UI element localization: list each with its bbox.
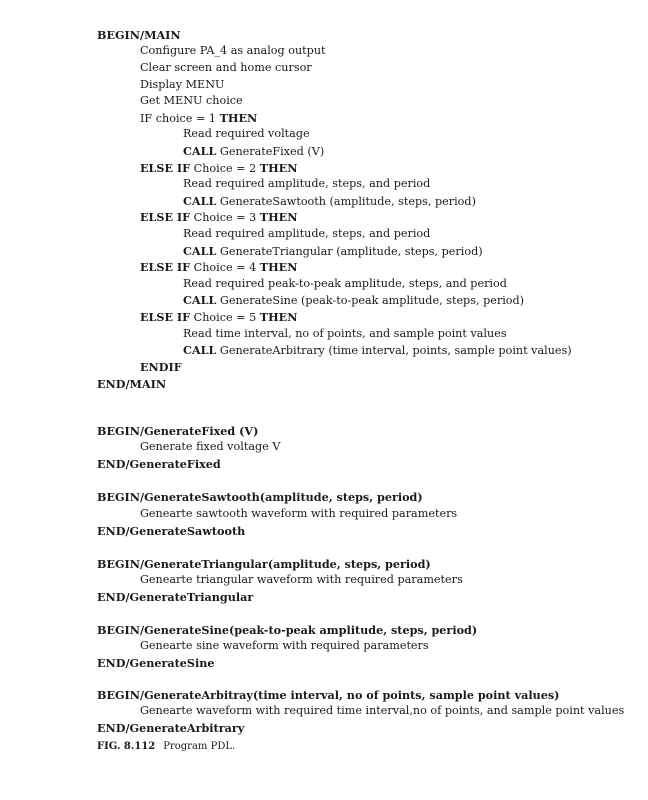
main-end: END/MAIN [97,377,167,391]
arbitrary-end: END/GenerateArbitrary [97,721,245,735]
elseif-choice-2 [140,161,297,176]
then-keyword: THEN [259,310,298,324]
main-configure: Configure PA_4 as analog output [140,44,326,57]
sine-body: Genearte sine waveform with required parameters [140,639,429,652]
call-target: GenerateSawtooth (amplitude, steps, period) [219,195,476,208]
call-fixed [183,144,324,159]
call-arbitrary [183,343,572,358]
then-keyword: THEN [259,260,298,274]
sine-end: END/GenerateSine [97,656,215,670]
arbitrary-begin: BEGIN/GenerateArbitray(time interval, no of points, sample point values) [97,688,560,702]
call-keyword: CALL [183,343,217,357]
elseif-condition: Choice = 5 [193,311,257,324]
if-keyword: IF [140,112,153,125]
main-display: Display MENU [140,78,225,91]
sawtooth-begin: BEGIN/GenerateSawtooth(amplitude, steps, period) [97,490,423,504]
call-triangular [183,244,483,259]
elseif-choice-3 [140,210,297,225]
elseif-condition: Choice = 3 [193,211,257,224]
fixed-end: END/GenerateFixed [97,457,221,471]
then-keyword: THEN [259,210,298,224]
then-keyword: THEN [219,111,258,125]
call-target: GenerateArbitrary (time interval, points, sample point values) [219,344,572,357]
main-get: Get MENU choice [140,94,243,107]
elseif-keyword: ELSE IF [140,161,191,175]
if-condition: choice = 1 [155,112,217,125]
read-time-interval: Read time interval, no of points, and sample point values [183,327,507,340]
fixed-body: Generate fixed voltage V [140,440,281,453]
figure-label: FIG. 8.112 [97,741,156,752]
call-sawtooth [183,194,476,209]
triangular-body: Genearte triangular waveform with required parameters [140,573,463,586]
call-target: GenerateTriangular (amplitude, steps, period) [219,245,483,258]
read-voltage: Read required voltage [183,127,310,140]
arbitrary-body: Genearte waveform with required time interval,no of points, and sample point values [140,704,625,717]
elseif-keyword: ELSE IF [140,210,191,224]
call-target: GenerateFixed (V) [219,145,325,158]
triangular-end: END/GenerateTriangular [97,590,254,604]
main-clear: Clear screen and home cursor [140,61,312,74]
then-keyword: THEN [259,161,298,175]
elseif-choice-4 [140,260,297,275]
call-target: GenerateSine (peak-to-peak amplitude, steps, period) [219,294,525,307]
elseif-keyword: ELSE IF [140,260,191,274]
call-sine [183,293,524,308]
main-begin: BEGIN/MAIN [97,28,181,42]
figure-title: Program PDL. [163,741,236,752]
if-choice-1 [140,111,257,126]
sawtooth-end: END/GenerateSawtooth [97,524,246,538]
call-keyword: CALL [183,194,217,208]
read-amplitude: Read required amplitude, steps, and period [183,227,431,240]
call-keyword: CALL [183,244,217,258]
triangular-begin: BEGIN/GenerateTriangular(amplitude, steps, period) [97,557,431,571]
elseif-condition: Choice = 2 [193,162,257,175]
read-amplitude: Read required amplitude, steps, and period [183,177,431,190]
elseif-keyword: ELSE IF [140,310,191,324]
elseif-condition: Choice = 4 [193,261,257,274]
call-keyword: CALL [183,144,217,158]
figure-caption [97,740,235,754]
call-keyword: CALL [183,293,217,307]
fixed-begin: BEGIN/GenerateFixed (V) [97,424,259,438]
sine-begin: BEGIN/GenerateSine(peak-to-peak amplitude, steps, period) [97,623,478,637]
sawtooth-body: Genearte sawtooth waveform with required parameters [140,507,458,520]
read-peak-to-peak: Read required peak-to-peak amplitude, steps, and period [183,277,507,290]
main-endif: ENDIF [140,360,182,374]
elseif-choice-5 [140,310,297,325]
